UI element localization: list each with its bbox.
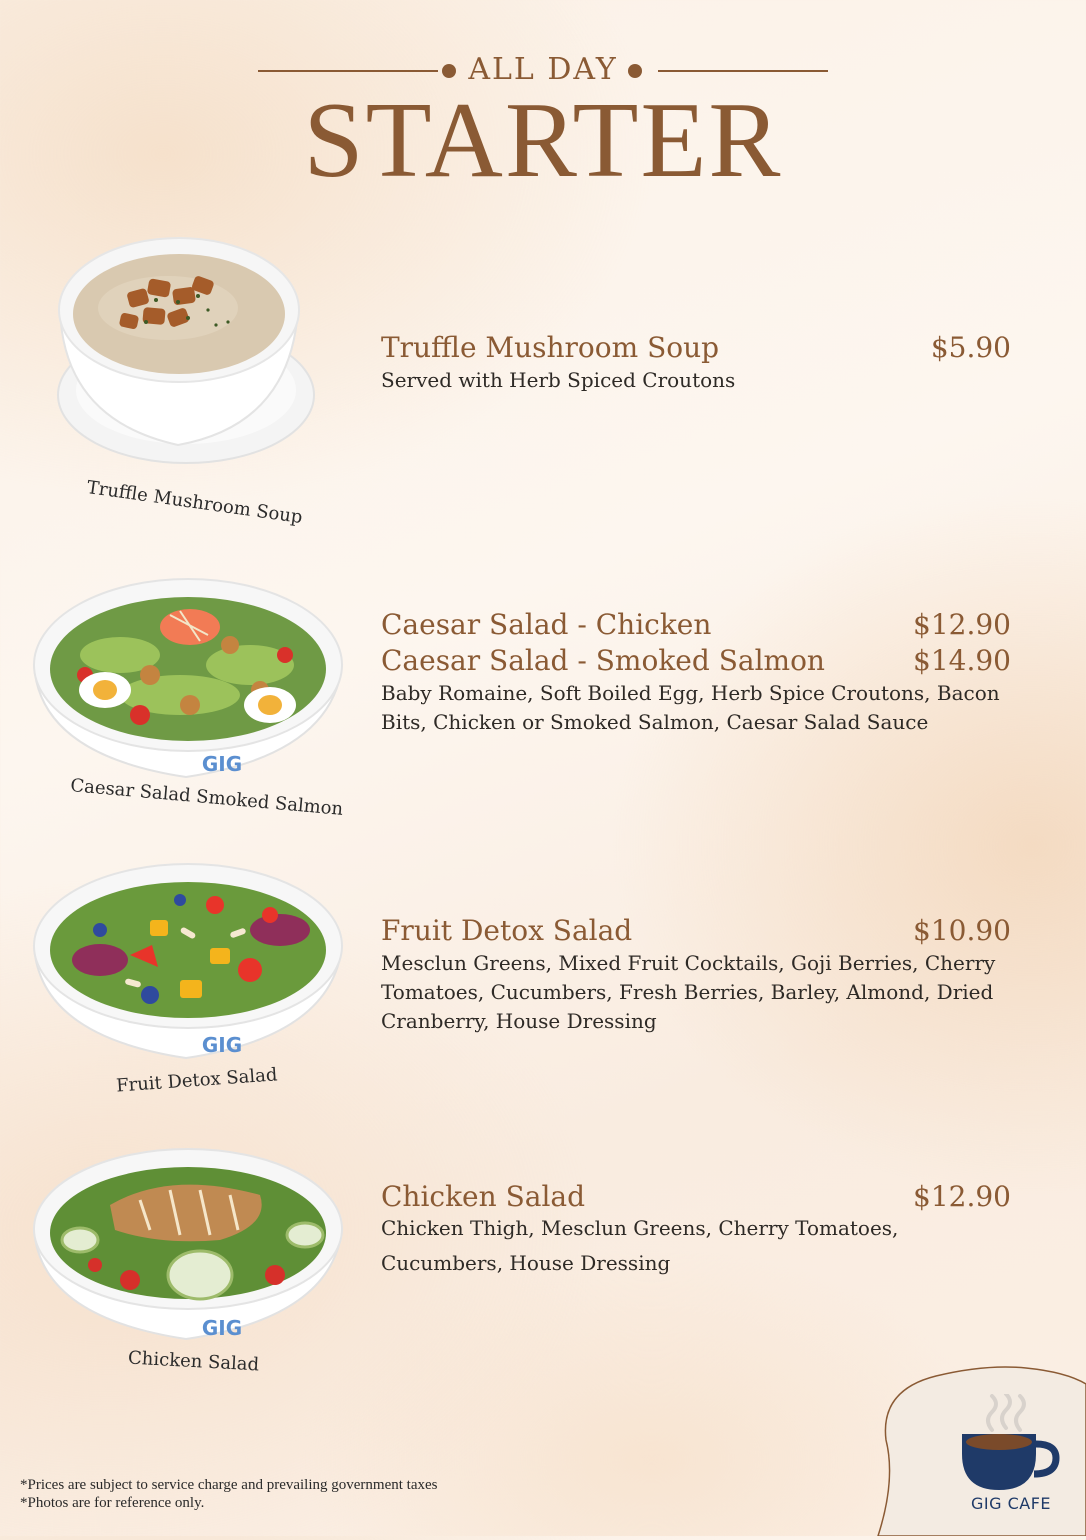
item-name-row	[381, 1179, 1011, 1215]
menu-header	[0, 40, 1086, 210]
menu-item-truffle-soup	[0, 230, 1086, 530]
item-name: Chicken Salad	[381, 1180, 586, 1213]
brand-logo	[876, 1360, 1086, 1536]
header-rule-left	[258, 70, 438, 72]
header-dot-left	[442, 64, 456, 78]
photo-caption: Caesar Salad Smoked Salmon	[69, 775, 345, 820]
menu-item-fruit-detox-salad	[0, 860, 1086, 1110]
item-photo	[30, 860, 350, 1110]
item-name: Caesar Salad - Smoked Salmon	[381, 644, 825, 677]
item-price: $12.90	[913, 1180, 1011, 1213]
header-kicker: ALL DAY	[468, 52, 618, 87]
item-price: $14.90	[913, 644, 1011, 677]
footnote: *Prices are subject to service charge and prevailing government taxes	[20, 1477, 438, 1493]
item-photo	[30, 1145, 350, 1385]
item-name: Caesar Salad - Chicken	[381, 608, 712, 641]
item-description: Mesclun Greens, Mixed Fruit Cocktails, Goji Berries, Cherry Tomatoes, Cucumbers, Fresh Berries, Barley, Almond, Dried Cranberry, House Dressing	[381, 951, 996, 1033]
page-title: STARTER	[303, 81, 783, 200]
bowl-brand: GIG	[201, 752, 243, 776]
item-photo	[28, 230, 348, 530]
coffee-cup-icon	[956, 1394, 1066, 1494]
salad-bowl-icon	[30, 1145, 350, 1345]
item-text	[381, 330, 1011, 395]
soup-bowl-icon	[28, 230, 348, 490]
menu-item-caesar-salad	[0, 575, 1086, 835]
salad-bowl-icon	[30, 575, 350, 785]
item-name-row	[381, 643, 1011, 679]
footnote: *Photos are for reference only.	[20, 1495, 205, 1511]
item-description: Served with Herb Spiced Croutons	[381, 368, 736, 392]
item-photo	[30, 575, 350, 835]
photo-caption: Fruit Detox Salad	[115, 1064, 279, 1097]
item-description	[381, 1211, 1011, 1281]
item-description-line: Chicken Thigh, Mesclun Greens, Cherry Tomatoes,	[381, 1216, 899, 1240]
header-dot-right	[628, 64, 642, 78]
item-name: Fruit Detox Salad	[381, 914, 633, 947]
item-name-row	[381, 330, 1011, 366]
item-name: Truffle Mushroom Soup	[381, 331, 720, 364]
item-price: $12.90	[913, 608, 1011, 641]
bowl-brand: GIG	[201, 1316, 243, 1340]
item-description-line: Cucumbers, House Dressing	[381, 1251, 671, 1275]
photo-caption: Chicken Salad	[127, 1347, 260, 1376]
salad-bowl-icon	[30, 860, 350, 1065]
footnotes	[20, 1476, 437, 1512]
logo-text: GIG CAFE	[970, 1494, 1052, 1513]
item-price: $10.90	[913, 914, 1011, 947]
item-text	[381, 607, 1011, 737]
header-rule-right	[658, 70, 828, 72]
photo-caption: Truffle Mushroom Soup	[85, 476, 304, 529]
item-name-row	[381, 607, 1011, 643]
bowl-brand: GIG	[201, 1033, 243, 1057]
item-text	[381, 1179, 1011, 1281]
menu-item-chicken-salad	[0, 1145, 1086, 1385]
item-price: $5.90	[930, 331, 1011, 364]
item-text	[381, 913, 1011, 1036]
item-name-row	[381, 913, 1011, 949]
item-description: Baby Romaine, Soft Boiled Egg, Herb Spice Croutons, Bacon Bits, Chicken or Smoked Salmon, Caesar Salad Sauce	[381, 681, 1000, 734]
